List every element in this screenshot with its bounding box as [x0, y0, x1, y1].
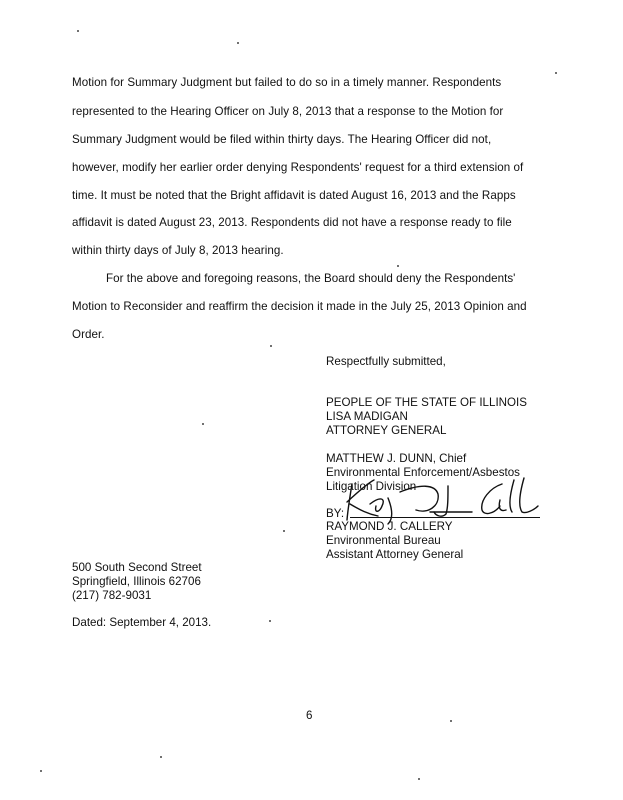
body-line: within thirty days of July 8, 2013 hearing. — [72, 244, 284, 257]
body-line: Motion for Summary Judgment but failed to do so in a timely manner. Respondents — [72, 76, 502, 89]
address-line: Springfield, Illinois 62706 — [72, 575, 201, 588]
body-line: affidavit is dated August 23, 2013. Respondents did not have a response ready to file — [72, 216, 512, 229]
scan-speck — [555, 72, 557, 74]
address-block — [72, 561, 202, 603]
chief-line: MATTHEW J. DUNN, Chief — [326, 452, 467, 465]
party-line: LISA MADIGAN — [326, 410, 408, 423]
scan-speck — [202, 423, 204, 425]
by-label: BY: — [326, 507, 345, 520]
scan-speck — [269, 620, 271, 622]
scan-speck — [397, 265, 399, 267]
scan-speck — [77, 30, 79, 32]
party-block — [326, 396, 527, 438]
signer-line: Environmental Bureau — [326, 534, 441, 547]
scan-speck — [283, 530, 285, 532]
body-line: Order. — [72, 328, 105, 341]
body-line: For the above and foregoing reasons, the Board should deny the Respondents' — [106, 272, 516, 285]
body-line: Summary Judgment would be filed within thirty days. The Hearing Officer did not, — [72, 133, 492, 146]
body-line: time. It must be noted that the Bright affidavit is dated August 16, 2013 and the Rapps — [72, 189, 516, 202]
party-line: ATTORNEY GENERAL — [326, 424, 447, 437]
signer-block — [326, 520, 463, 562]
party-line: PEOPLE OF THE STATE OF ILLINOIS — [326, 396, 528, 409]
page-number: 6 — [306, 709, 313, 722]
scan-speck — [450, 720, 452, 722]
body-line: represented to the Hearing Officer on July 8, 2013 that a response to the Motion for — [72, 105, 504, 118]
scan-speck — [237, 42, 239, 44]
dated-line: Dated: September 4, 2013. — [72, 616, 212, 629]
closing-text: Respectfully submitted, — [326, 355, 446, 368]
address-line: (217) 782-9031 — [72, 589, 152, 602]
chief-line: Litigation Division — [326, 480, 417, 493]
chief-line: Environmental Enforcement/Asbestos — [326, 466, 520, 479]
scan-speck — [418, 778, 420, 780]
scan-speck — [40, 770, 42, 772]
signer-line: Assistant Attorney General — [326, 548, 464, 561]
scan-speck — [270, 345, 272, 347]
closing — [326, 355, 446, 369]
body-line: however, modify her earlier order denying Respondents' request for a third extension of — [72, 161, 524, 174]
body-line: Motion to Reconsider and reaffirm the decision it made in the July 25, 2013 Opinion and — [72, 300, 527, 313]
signer-line: RAYMOND J. CALLERY — [326, 520, 453, 533]
address-line: 500 South Second Street — [72, 561, 202, 574]
scan-speck — [160, 756, 162, 758]
